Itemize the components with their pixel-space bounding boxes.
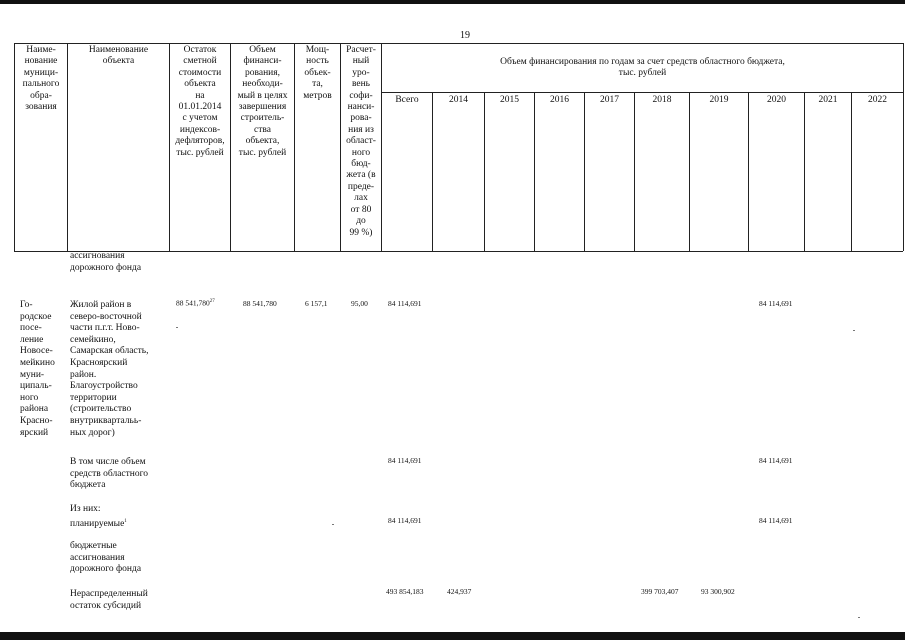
- header-cofinancing-level: Расчет- ный уро- вень софи- нанси- рова- ния из област- ного бюд- жета (в преде- лах от 80 до 99 %): [346, 45, 376, 238]
- scan-speck: [858, 617, 860, 618]
- header-total: Всего: [395, 95, 419, 105]
- year-2020-value: 84 114,691: [759, 299, 793, 308]
- header-year-2017: 2017: [600, 95, 619, 105]
- carryover-text: ассигнования дорожного фонда: [70, 251, 142, 273]
- municipality-name: Го- родское посе- ление Новосе- мейкино муни- ципаль- ного района Красно- ярский: [20, 300, 55, 438]
- of-which-label: Из них: планируемые$^1$: [70, 504, 127, 529]
- header-year-2015: 2015: [500, 95, 519, 105]
- planned-total: 84 114,691: [388, 516, 422, 525]
- header-year-2018: 2018: [652, 95, 672, 105]
- included-label: В том числе объем средств областного бюджета: [70, 457, 149, 491]
- scan-speck: [176, 327, 178, 328]
- total-value: 84 114,691: [388, 299, 422, 308]
- header-year-2021: 2021: [818, 95, 838, 105]
- unallocated-2014: 424,937: [447, 587, 472, 596]
- cofinancing-value: 95,00: [351, 299, 368, 308]
- footnote-marker: 27: [209, 299, 215, 304]
- financing-volume-value: 88 541,780: [243, 299, 277, 308]
- header-year-2016: 2016: [550, 95, 569, 105]
- header-financing-volume: Объем финанси- рования, необходи- мый в целях завершения строитель- ства объекта, тыс. рублей: [237, 45, 288, 158]
- unallocated-total: 493 854,183: [386, 587, 424, 596]
- unallocated-label: Нераспределенный остаток субсидий: [70, 589, 148, 611]
- header-year-2019: 2019: [709, 95, 729, 105]
- footnote-marker: 1: [124, 518, 127, 524]
- included-2020: 84 114,691: [759, 456, 793, 465]
- header-year-2014: 2014: [449, 95, 468, 105]
- header-estimate-balance: Остаток сметной стоимости объекта на 01.01.2014 с учетом индексов- дефляторов, тыс. рублей: [175, 45, 225, 158]
- scan-speck: [853, 330, 855, 331]
- object-name: Жилой район в северо-восточной части п.г.т. Ново- семейкино, Самарская область, Красноярский район. Благоустройство территории (строительство внутриквартальь- ных дорог): [70, 300, 149, 438]
- header-year-2020: 2020: [767, 95, 786, 105]
- bottom-border: [0, 632, 905, 640]
- page-number: 19: [460, 30, 470, 41]
- estimate-balance-value: 88 541,780$^{27}$: [176, 298, 215, 308]
- header-capacity: Мощ- ность объек- та, метров: [303, 45, 332, 101]
- header-year-2022: 2022: [868, 95, 887, 105]
- top-border: [0, 0, 905, 4]
- planned-2020: 84 114,691: [759, 516, 793, 525]
- unallocated-2019: 93 300,902: [701, 587, 735, 596]
- road-fund-label: бюджетные ассигнования дорожного фонда: [70, 541, 142, 575]
- header-object-name: Наименование объекта: [88, 45, 149, 67]
- header-funding-by-years: Объем финансирования по годам за счет средств областного бюджета, тыс. рублей: [500, 57, 785, 79]
- included-total: 84 114,691: [388, 456, 422, 465]
- unallocated-2018: 399 703,407: [641, 587, 679, 596]
- scan-speck: [332, 524, 334, 525]
- header-municipality: Наиме- нование муници- пального обра- зования: [22, 45, 60, 113]
- capacity-value: 6 157,1: [305, 299, 328, 308]
